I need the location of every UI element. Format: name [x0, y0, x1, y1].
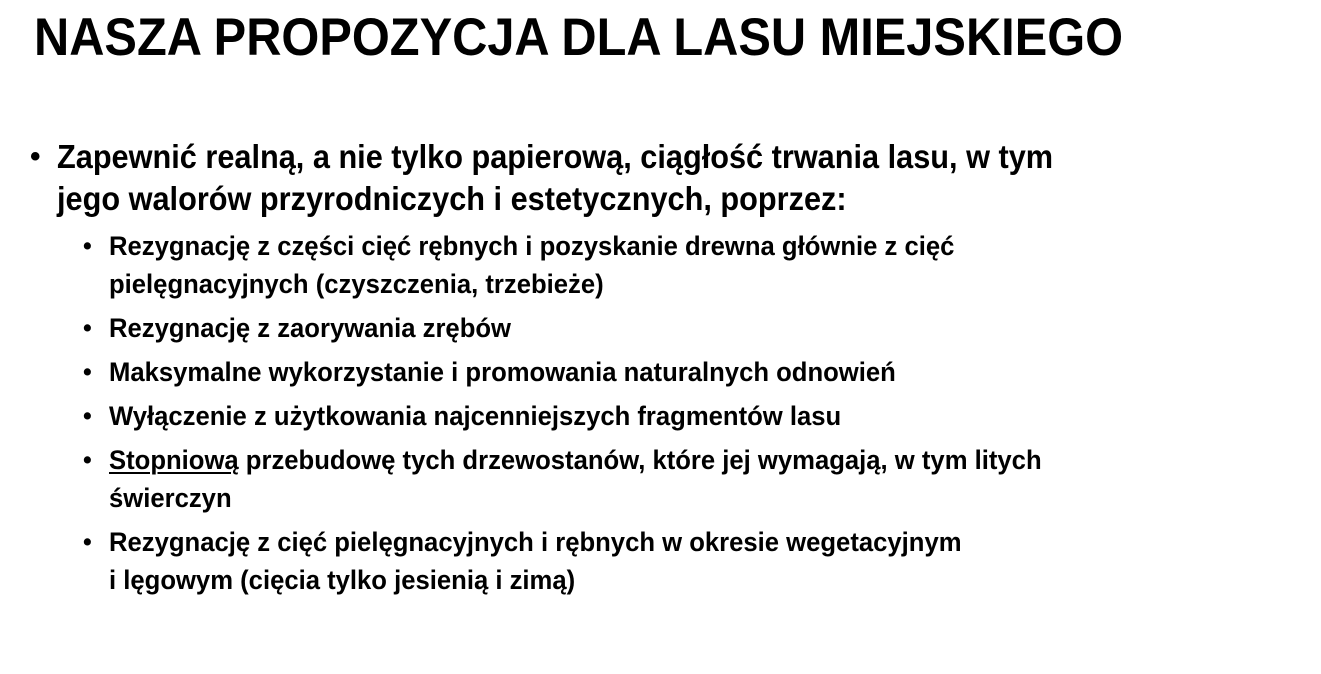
main-bullet-line-2: jego walorów przyrodniczych i estetycznych, poprzez: — [57, 180, 847, 217]
sub-bullet-item — [83, 523, 1321, 599]
sub-bullet-line: i lęgowym (cięcia tylko jesienią i zimą) — [109, 565, 576, 595]
sub-bullet-list — [83, 227, 1321, 599]
main-bullet-item — [30, 136, 1300, 599]
sub-bullet-item — [83, 309, 1321, 347]
sub-bullet-item — [83, 353, 1321, 391]
bullet-icon: • — [30, 140, 41, 173]
main-bullet-text — [57, 136, 1257, 220]
bullet-icon: • — [83, 358, 92, 386]
main-bullet-line-1: Zapewnić realną, a nie tylko papierową, ciągłość trwania lasu, w tym — [57, 138, 1054, 175]
sub-bullet-text — [109, 441, 1230, 517]
bullet-icon: • — [83, 314, 92, 342]
slide-title: NASZA PROPOZYCJA DLA LASU MIEJSKIEGO — [34, 8, 1124, 67]
sub-bullet-line: Rezygnację z zaorywania zrębów — [109, 313, 511, 343]
sub-bullet-line: Rezygnację z cięć pielęgnacyjnych i rębnych w okresie wegetacyjnym — [109, 527, 962, 557]
sub-bullet-line: pielęgnacyjnych (czyszczenia, trzebieże) — [109, 269, 604, 299]
sub-bullet-text — [109, 227, 1230, 303]
sub-bullet-line: przebudowę tych drzewostanów, które jej wymagają, w tym litych — [238, 445, 1042, 475]
underlined-word: Stopniową — [109, 445, 239, 475]
sub-bullet-text — [109, 523, 1230, 599]
sub-bullet-item — [83, 441, 1321, 517]
sub-bullet-item — [83, 397, 1321, 435]
sub-bullet-line: Rezygnację z części cięć rębnych i pozyskanie drewna głównie z cięć — [109, 231, 955, 261]
bullet-icon: • — [83, 402, 92, 430]
sub-bullet-line: świerczyn — [109, 483, 232, 513]
main-bullet-list — [30, 136, 1300, 605]
sub-bullet-text — [109, 309, 1230, 347]
bullet-icon: • — [83, 446, 92, 474]
sub-bullet-line: Wyłączenie z użytkowania najcenniejszych fragmentów lasu — [109, 401, 842, 431]
sub-bullet-item — [83, 227, 1321, 303]
sub-bullet-text — [109, 353, 1230, 391]
sub-bullet-line: Maksymalne wykorzystanie i promowania naturalnych odnowień — [109, 357, 896, 387]
sub-bullet-text — [109, 397, 1230, 435]
bullet-icon: • — [83, 528, 92, 556]
bullet-icon: • — [83, 232, 92, 260]
